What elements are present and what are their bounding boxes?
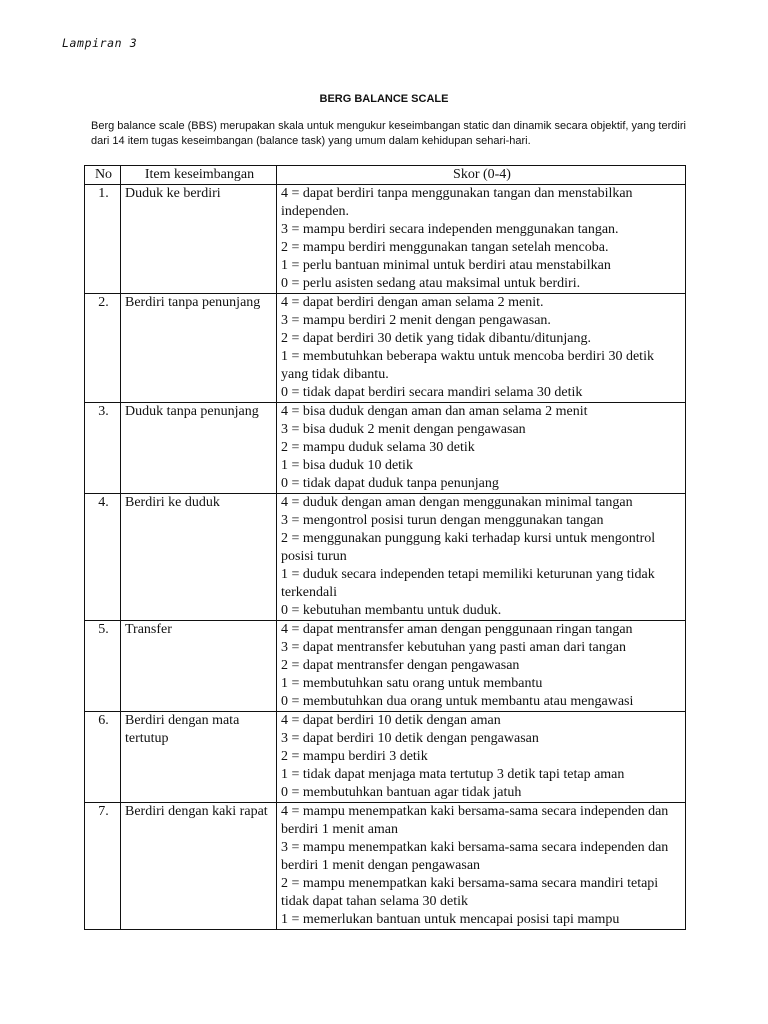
score-line: 3 = mengontrol posisi turun dengan menggunakan tangan [281,513,604,528]
score-line: 2 = mampu duduk selama 30 detik [281,440,475,455]
intro-paragraph: Berg balance scale (BBS) merupakan skala untuk mengukur keseimbangan static dan dinamik secara objektif, yang terdiri dari 14 item tugas keseimbangan (balance task) yang umum dalam kehidupan sehari-hari. [91,120,686,147]
score-line: 1 = tidak dapat menjaga mata tertutup 3 detik tapi tetap aman [281,767,625,782]
row-number: 7. [85,803,121,930]
row-item: Transfer [121,621,277,712]
score-line: 4 = dapat berdiri 10 detik dengan aman [281,713,501,728]
table-row [85,294,686,403]
score-line: 2 = mampu berdiri 3 detik [281,749,428,764]
row-number: 4. [85,494,121,621]
score-line: 1 = perlu bantuan minimal untuk berdiri atau menstabilkan [281,258,611,273]
score-line: 0 = membutuhkan bantuan agar tidak jatuh [281,785,522,800]
row-number: 1. [85,185,121,294]
berg-balance-table [84,165,686,930]
score-line: 2 = dapat mentransfer dengan pengawasan [281,658,520,673]
score-line: 2 = mampu menempatkan kaki bersama-sama secara mandiri tetapi tidak dapat tahan selama 30 detik [281,876,659,909]
score-line: 1 = membutuhkan beberapa waktu untuk mencoba berdiri 30 detik yang tidak dibantu. [281,349,654,382]
row-item: Berdiri dengan kaki rapat [121,803,277,930]
score-line: 1 = bisa duduk 10 detik [281,458,413,473]
row-item: Duduk tanpa penunjang [121,403,277,494]
row-scores [277,185,686,294]
table-row [85,403,686,494]
score-line: 2 = menggunakan punggung kaki terhadap kursi untuk mengontrol posisi turun [281,531,656,564]
row-number: 2. [85,294,121,403]
score-line: 4 = dapat berdiri dengan aman selama 2 menit. [281,295,544,310]
score-line: 1 = memerlukan bantuan untuk mencapai posisi tapi mampu [281,912,620,927]
score-line: 3 = bisa duduk 2 menit dengan pengawasan [281,422,526,437]
score-line: 4 = mampu menempatkan kaki bersama-sama secara independen dan berdiri 1 menit aman [281,804,669,837]
row-item: Berdiri dengan mata tertutup [121,712,277,803]
score-line: 2 = dapat berdiri 30 detik yang tidak dibantu/ditunjang. [281,331,591,346]
table-row [85,185,686,294]
row-scores [277,294,686,403]
score-line: 0 = membutuhkan dua orang untuk membantu atau mengawasi [281,694,634,709]
score-line: 3 = mampu berdiri secara independen menggunakan tangan. [281,222,619,237]
column-header-item: Item keseimbangan [121,166,277,185]
score-line: 3 = mampu berdiri 2 menit dengan pengawasan. [281,313,551,328]
row-scores [277,712,686,803]
row-number: 3. [85,403,121,494]
row-number: 6. [85,712,121,803]
score-line: 4 = bisa duduk dengan aman dan aman selama 2 menit [281,404,588,419]
row-scores [277,803,686,930]
row-item: Berdiri ke duduk [121,494,277,621]
column-header-no: No [85,166,121,185]
score-line: 4 = duduk dengan aman dengan menggunakan minimal tangan [281,495,633,510]
row-item: Berdiri tanpa penunjang [121,294,277,403]
table-row [85,712,686,803]
row-scores [277,621,686,712]
table-row [85,494,686,621]
column-header-skor: Skor (0-4) [277,166,686,185]
score-line: 0 = tidak dapat berdiri secara mandiri selama 30 detik [281,385,583,400]
row-item: Duduk ke berdiri [121,185,277,294]
page-title: BERG BALANCE SCALE [319,93,449,105]
appendix-label: Lampiran 3 [62,36,138,50]
score-line: 0 = perlu asisten sedang atau maksimal untuk berdiri. [281,276,581,291]
score-line: 0 = kebutuhan membantu untuk duduk. [281,603,502,618]
row-scores [277,494,686,621]
score-line: 2 = mampu berdiri menggunakan tangan setelah mencoba. [281,240,609,255]
score-line: 3 = mampu menempatkan kaki bersama-sama secara independen dan berdiri 1 menit dengan pengawasan [281,840,669,873]
score-line: 1 = membutuhkan satu orang untuk membantu [281,676,543,691]
score-line: 4 = dapat berdiri tanpa menggunakan tangan dan menstabilkan independen. [281,186,633,219]
table-header-row [85,166,686,185]
score-line: 4 = dapat mentransfer aman dengan penggunaan ringan tangan [281,622,633,637]
row-number: 5. [85,621,121,712]
score-line: 1 = duduk secara independen tetapi memiliki keturunan yang tidak terkendali [281,567,655,600]
table-row [85,803,686,930]
score-line: 0 = tidak dapat duduk tanpa penunjang [281,476,499,491]
score-line: 3 = dapat berdiri 10 detik dengan pengawasan [281,731,539,746]
table-row [85,621,686,712]
row-scores [277,403,686,494]
score-line: 3 = dapat mentransfer kebutuhan yang pasti aman dari tangan [281,640,626,655]
